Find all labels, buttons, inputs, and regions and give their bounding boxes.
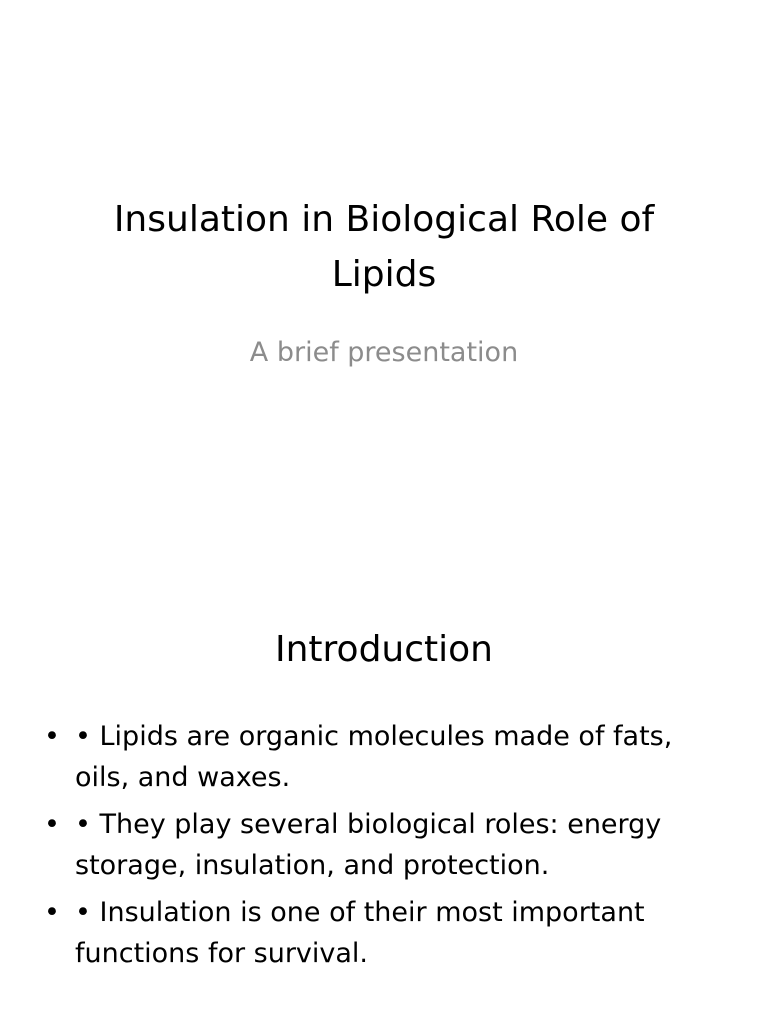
slide-subtitle: A brief presentation — [249, 337, 519, 368]
bullet-text: • They play several biological roles: energy storage, insulation, and protection. — [75, 809, 662, 881]
introduction-slide — [0, 576, 768, 1024]
bullet-list — [0, 716, 768, 980]
slide-title: Insulation in Biological Role of Lipids — [113, 199, 655, 295]
bullet-marker: • — [44, 721, 60, 752]
bullet-item — [0, 804, 768, 886]
bullet-marker: • — [44, 809, 60, 840]
bullet-item — [0, 892, 768, 974]
bullet-item — [0, 716, 768, 798]
introduction-title: Introduction — [274, 629, 493, 670]
bullet-text: • Lipids are organic molecules made of fats, oils, and waxes. — [75, 721, 673, 793]
bullet-text: • Insulation is one of their most important functions for survival. — [75, 897, 645, 969]
bullet-marker: • — [44, 897, 60, 928]
